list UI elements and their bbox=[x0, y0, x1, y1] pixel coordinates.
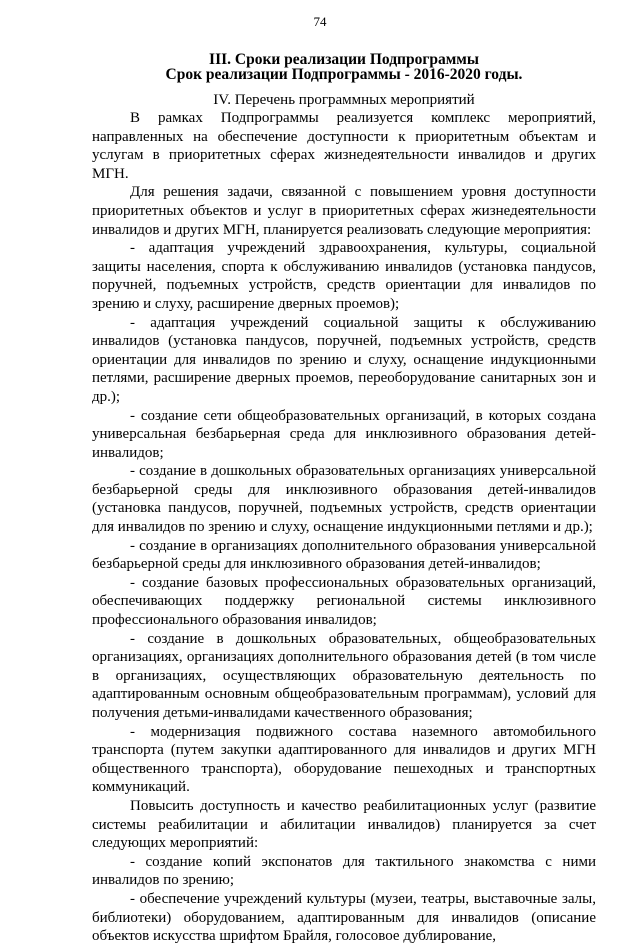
list-item: - создание в дошкольных образовательных организациях универсальной безбарьерной среды для инклюзивного образования детей-инвалидов (установка пандусов, поручней, подъемных устройств, средств ориентации для инвалидов по зрению и слуху, оснащение индукционными петлями и др.); bbox=[92, 463, 596, 536]
list-item: - модернизация подвижного состава наземного автомобильного транспорта (путем закупки адаптированного для инвалидов и других МГН общественного транспорта), оборудование пешеходных и транспортных коммуникаций. bbox=[92, 723, 596, 796]
section-title: III. Сроки реализации Подпрограммы bbox=[209, 51, 479, 68]
list-item: - создание базовых профессиональных образовательных организаций, обеспечивающих поддержку региональной системы инклюзивного профессионального образования инвалидов; bbox=[92, 574, 596, 629]
paragraph: В рамках Подпрограммы реализуется комплекс мероприятий, направленных на обеспечение доступности к приоритетным объектам и услугам в приоритетных сферах жизнедеятельности инвалидов и других МГН. bbox=[92, 110, 596, 182]
list-item: - создание сети общеобразовательных организаций, в которых создана универсальная безбарьерная среда для инклюзивного образования детей-инвалидов; bbox=[92, 407, 596, 461]
implementation-period: Срок реализации Подпрограммы - 2016-2020 годы. bbox=[165, 66, 523, 83]
list-item: - обеспечение учреждений культуры (музеи, театры, выставочные залы, библиотеки) оборудованием, адаптированным для инвалидов (описание объектов искусства шрифтом Брайля, голосовое дублирование, bbox=[92, 890, 596, 945]
list-item: - адаптация учреждений социальной защиты к обслуживанию инвалидов (установка пандусов, поручней, подъемных устройств, средств ориентации для инвалидов по зрению и слуху, оснащение индукционными петлями, расширение дверных проемов, переоборудование санитарных зон и др.); bbox=[92, 314, 596, 405]
list-title: IV. Перечень программных мероприятий bbox=[213, 92, 475, 108]
list-item: - создание копий экспонатов для тактильного знакомства с ними инвалидов по зрению; bbox=[92, 853, 596, 889]
document-body bbox=[92, 52, 596, 946]
paragraph: Повысить доступность и качество реабилитационных услуг (развитие системы реабилитации и абилитации инвалидов) планируется за счет следующих мероприятий: bbox=[92, 797, 596, 852]
list-item: - создание в дошкольных образовательных, общеобразовательных организациях, организациях дополнительного образования детей (в том числе в организациях, осуществляющих образовательную деятельность по адаптированным основным общеобразовательным программам), условий для получения детьми-инвалидами качественного образования; bbox=[92, 630, 596, 721]
list-item: - создание в организациях дополнительного образования универсальной безбарьерной среды для инклюзивного образования детей-инвалидов; bbox=[92, 537, 596, 573]
paragraph: Для решения задачи, связанной с повышением уровня доступности приоритетных объектов и услуг в приоритетных сферах жизнедеятельности инвалидов и других МГН, планируется реализовать следующие мероприятия: bbox=[92, 184, 596, 238]
list-item: - адаптация учреждений здравоохранения, культуры, социальной защиты населения, спорта к обслуживанию инвалидов (установка пандусов, поручней, подъемных устройств, средств ориентации для инвалидов по зрению и слуху, расширение дверных проемов); bbox=[92, 240, 596, 312]
page-number: 74 bbox=[313, 14, 327, 29]
